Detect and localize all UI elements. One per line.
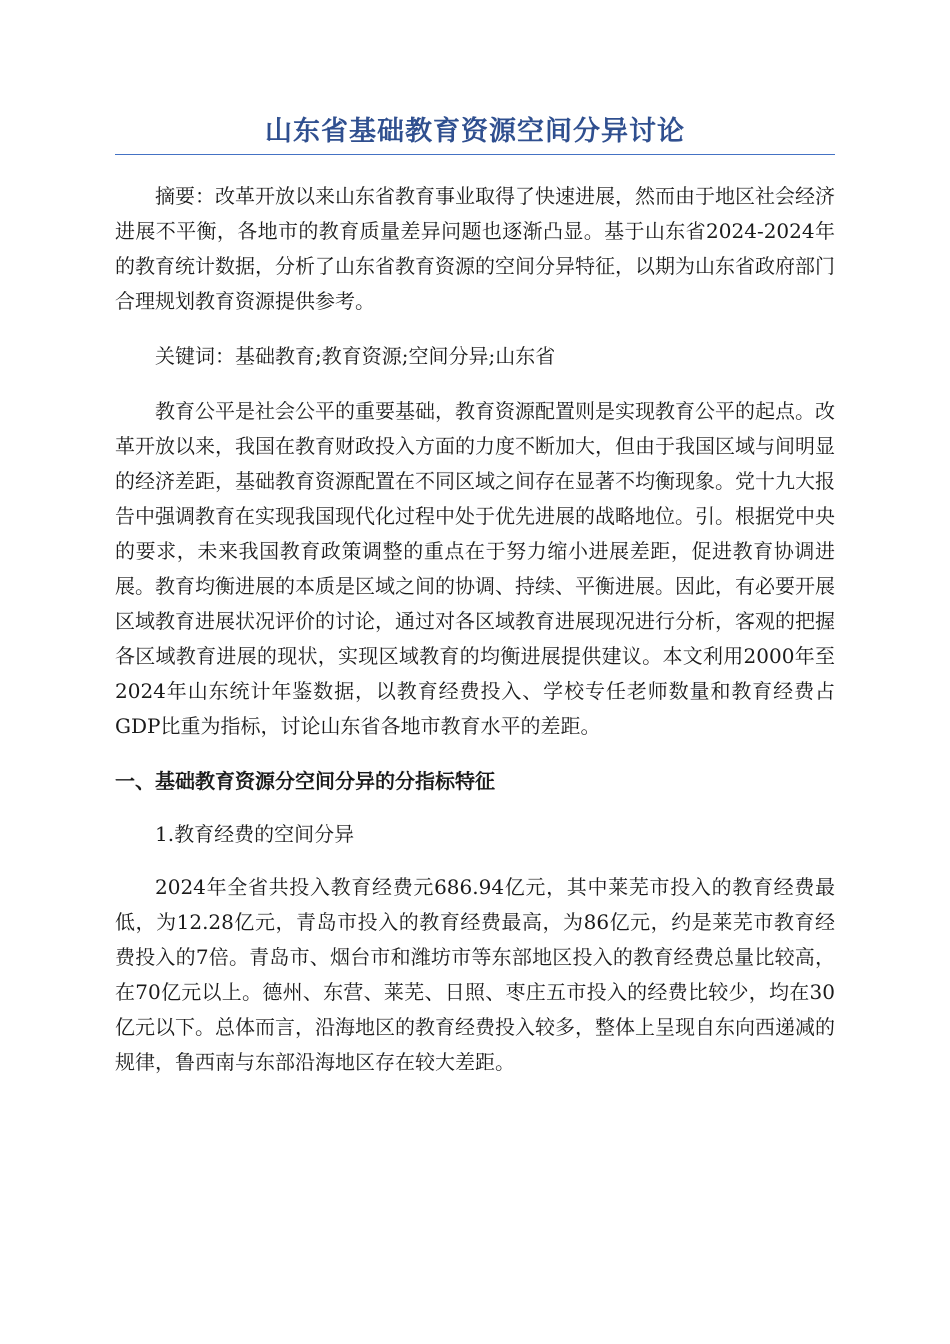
- intro-paragraph: 教育公平是社会公平的重要基础，教育资源配置则是实现教育公平的起点。改革开放以来，我国在教育财政投入方面的力度不断加大，但由于我国区域与间明显的经济差距，基础教育资源配置在不同区域之间存在显著不均衡现象。党十九大报告中强调教育在实现我国现代化过程中处于优先进展的战略地位。引。根据党中央的要求，未来我国教育政策调整的重点在于努力缩小进展差距，促进教育协调进展。教育均衡进展的本质是区域之间的协调、持续、平衡进展。因此，有必要开展区域教育进展状况评价的讨论，通过对各区域教育进展现况进行分析，客观的把握各区域教育进展的现状，实现区域教育的均衡进展提供建议。本文利用2000年至2024年山东统计年鉴数据，以教育经费投入、学校专任老师数量和教育经费占GDP比重为指标，讨论山东省各地市教育水平的差距。: [115, 399, 835, 738]
- abstract-paragraph: 摘要：改革开放以来山东省教育事业取得了快速进展，然而由于地区社会经济进展不平衡，各地市的教育质量差异问题也逐渐凸显。基于山东省2024-2024年的教育统计数据，分析了山东省教育资源的空间分异特征，以期为山东省政府部门合理规划教育资源提供参考。: [115, 184, 835, 313]
- document-page: [115, 112, 835, 1080]
- subsection-heading: 1.教育经费的空间分异: [155, 822, 355, 846]
- body-paragraph: 2024年全省共投入教育经费元686.94亿元，其中莱芜市投入的教育经费最低，为12.28亿元，青岛市投入的教育经费最高，为86亿元，约是莱芜市教育经费投入的7倍。青岛市、烟台市和潍坊市等东部地区投入的教育经费总量比较高，在70亿元以上。德州、东营、莱芜、日照、枣庄五市投入的经费比较少，均在30亿元以下。总体而言，沿海地区的教育经费投入较多，整体上呈现自东向西递减的规律，鲁西南与东部沿海地区存在较大差距。: [115, 875, 835, 1074]
- document-title: 山东省基础教育资源空间分异讨论: [115, 112, 835, 155]
- keywords-paragraph: 关键词：基础教育;教育资源;空间分异;山东省: [155, 344, 556, 368]
- section-heading: 一、基础教育资源分空间分异的分指标特征: [115, 769, 495, 793]
